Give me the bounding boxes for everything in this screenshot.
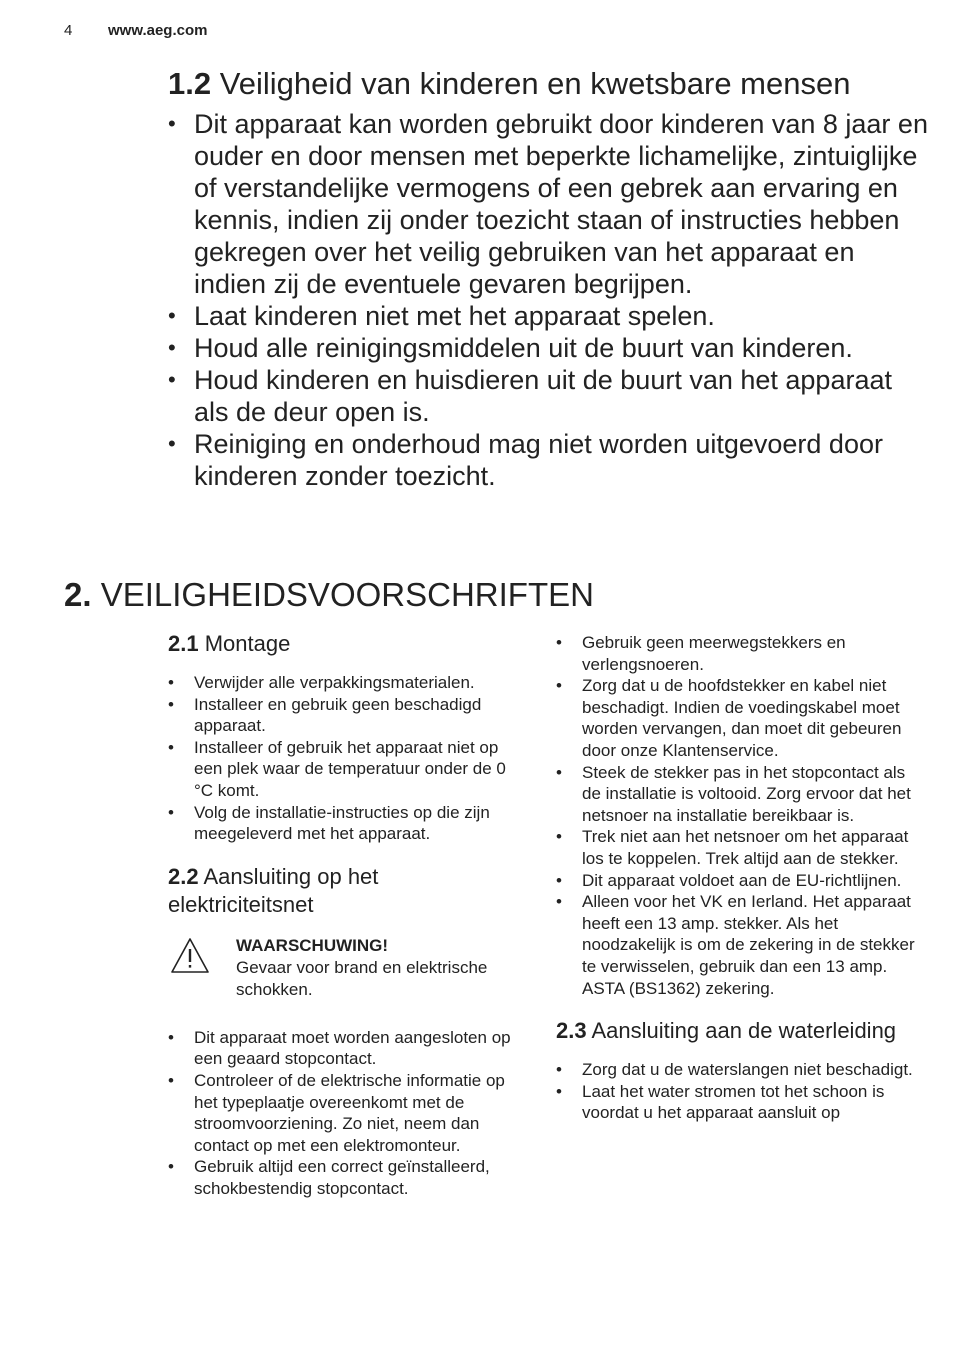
list-item: • Installeer en gebruik geen beschadigd apparaat. bbox=[168, 694, 528, 737]
section-1-2-title: Veiligheid van kinderen en kwetsbare mensen bbox=[219, 66, 851, 101]
page-number: 4 bbox=[64, 22, 73, 39]
section-1-2-heading bbox=[168, 64, 928, 104]
left-column bbox=[168, 630, 528, 1200]
list-item: • Houd alle reinigingsmiddelen uit de buurt van kinderen. bbox=[168, 332, 928, 364]
page-header bbox=[64, 22, 207, 39]
list-item: • Reiniging en onderhoud mag niet worden uitgevoerd door kinderen zonder toezicht. bbox=[168, 428, 928, 492]
warning-box bbox=[168, 935, 528, 1001]
list-item: • Volg de installatie-instructies op die zijn meegeleverd met het apparaat. bbox=[168, 802, 528, 845]
montage-list bbox=[168, 672, 528, 845]
section-1-2-number: 1.2 bbox=[168, 66, 212, 101]
list-item: • Alleen voor het VK en Ierland. Het apparaat heeft een 13 amp. stekker. Als het noodzakelijk is om de zekering in de stekker te verwisselen, gebruik dan een 13 amp. ASTA (BS1362) zekering. bbox=[556, 891, 916, 999]
section-1-2 bbox=[168, 64, 928, 492]
section-2-heading bbox=[64, 574, 594, 616]
list-item: • Zorg dat u de waterslangen niet beschadigt. bbox=[556, 1059, 916, 1081]
section-2-3-number: 2.3 bbox=[556, 1018, 587, 1044]
section-2-title: VEILIGHEIDSVOORSCHRIFTEN bbox=[100, 576, 594, 613]
list-item: • Dit apparaat moet worden aangesloten op een geaard stopcontact. bbox=[168, 1027, 528, 1070]
list-item: • Steek de stekker pas in het stopcontact als de installatie is voltooid. Zorg ervoor dat het netsnoer na installatie bereikbaar is. bbox=[556, 762, 916, 827]
section-2-2-title: Aansluiting op het elektriciteitsnet bbox=[168, 863, 379, 917]
list-item: • Gebruik geen meerwegstekkers en verlengsnoeren. bbox=[556, 632, 916, 675]
list-item: • Installeer of gebruik het apparaat niet op een plek waar de temperatuur onder de 0 °C komt. bbox=[168, 737, 528, 802]
section-2-2-heading bbox=[168, 863, 528, 919]
section-2-3-title: Aansluiting aan de waterleiding bbox=[591, 1018, 897, 1044]
water-list bbox=[556, 1059, 916, 1124]
warning-triangle-icon bbox=[170, 937, 210, 975]
section-2-number: 2. bbox=[64, 576, 92, 613]
list-item: • Verwijder alle verpakkingsmaterialen. bbox=[168, 672, 528, 694]
right-column bbox=[556, 632, 916, 1124]
list-item: • Controleer of de elektrische informatie op het typeplaatje overeenkomt met de stroomvoorziening. Zo niet, neem dan contact op met een elektromonteur. bbox=[168, 1070, 528, 1156]
list-item: • Zorg dat u de hoofdstekker en kabel niet beschadigt. Indien de voedingskabel moet worden vervangen, dan moet dit gebeuren door onze Klantenservice. bbox=[556, 675, 916, 761]
section-2-3-heading bbox=[556, 1017, 916, 1045]
warning-text: Gevaar voor brand en elektrische schokken. bbox=[236, 957, 488, 999]
list-item: • Trek niet aan het netsnoer om het apparaat los te koppelen. Trek altijd aan de stekker. bbox=[556, 826, 916, 869]
child-safety-list bbox=[168, 108, 928, 492]
section-2-1-heading bbox=[168, 630, 528, 658]
section-2-1-title: Montage bbox=[204, 631, 291, 656]
list-item: • Laat het water stromen tot het schoon is voordat u het apparaat aansluit op bbox=[556, 1081, 916, 1124]
electrical-list-continued bbox=[556, 632, 916, 999]
list-item: • Laat kinderen niet met het apparaat spelen. bbox=[168, 300, 928, 332]
section-2-2-number: 2.2 bbox=[168, 863, 199, 889]
warning-title: WAARSCHUWING! bbox=[236, 935, 389, 955]
website-url: www.aeg.com bbox=[108, 22, 208, 39]
list-item: • Dit apparaat kan worden gebruikt door kinderen van 8 jaar en ouder en door mensen met beperkte lichamelijke, zintuiglijke of verstandelijke vermogens of een gebrek aan ervaring en kennis, indien zij onder toezicht staan of instructies hebben gekregen over het veilig gebruiken van het apparaat en indien zij de eventuele gevaren begrijpen. bbox=[168, 108, 928, 300]
list-item: • Dit apparaat voldoet aan de EU-richtlijnen. bbox=[556, 870, 916, 892]
list-item: • Gebruik altijd een correct geïnstalleerd, schokbestendig stopcontact. bbox=[168, 1156, 528, 1199]
section-2-1-number: 2.1 bbox=[168, 631, 199, 656]
electrical-list bbox=[168, 1027, 528, 1200]
list-item: • Houd kinderen en huisdieren uit de buurt van het apparaat als de deur open is. bbox=[168, 364, 928, 428]
